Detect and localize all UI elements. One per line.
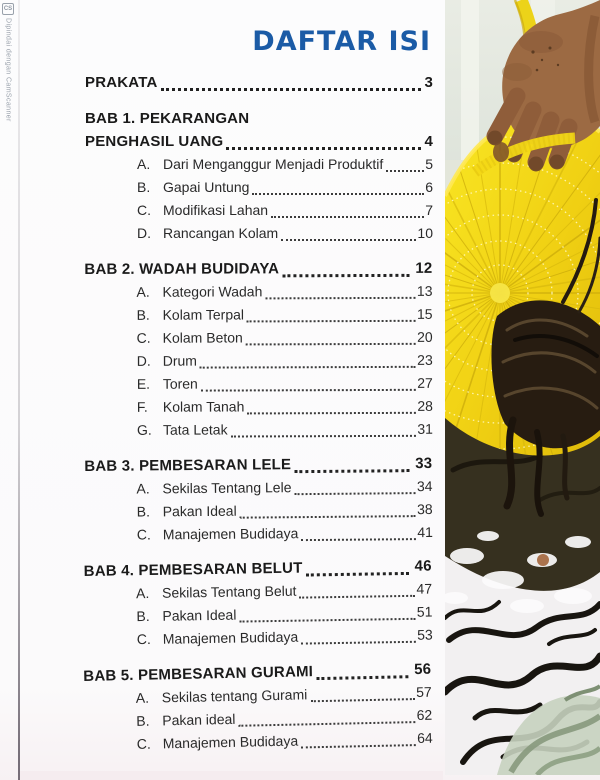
- table-of-contents: [85, 71, 433, 757]
- item-label: Toren: [162, 375, 198, 392]
- item-label: Rancangan Kolam: [163, 225, 279, 241]
- chapter-title: BAB 5. PEMBESARAN GURAMI: [83, 663, 314, 686]
- leader-dots: [246, 343, 416, 346]
- chapter-page-number: 4: [424, 133, 433, 150]
- toc-section: [85, 107, 433, 245]
- chapter-page-number: 46: [414, 557, 432, 575]
- camscanner-watermark: [2, 3, 14, 122]
- item-letter: B.: [136, 607, 150, 625]
- toc-chapter-row: [85, 107, 433, 130]
- item-label: Kategori Wadah: [162, 283, 263, 300]
- item-page-number: 5: [425, 156, 433, 172]
- item-letter: A.: [135, 689, 150, 706]
- toc-item-row: [85, 395, 433, 419]
- item-letter: C.: [136, 526, 151, 543]
- toc-item-row: [85, 624, 433, 652]
- toc-item-row: [85, 418, 433, 442]
- chapter-title: BAB 1. PEKARANGAN: [85, 110, 250, 127]
- item-letter: B.: [136, 712, 150, 729]
- toc-item-row: [85, 349, 433, 373]
- scan-bottom-tint: [20, 771, 443, 780]
- item-letter: A.: [135, 584, 150, 602]
- toc-chapter-row: [85, 71, 433, 94]
- toc-section: [84, 555, 433, 652]
- item-page-number: 57: [415, 683, 432, 701]
- item-page-number: 20: [417, 328, 433, 345]
- item-letter: E.: [136, 375, 151, 392]
- toc-item-row: [85, 498, 433, 524]
- leader-dots: [271, 216, 424, 218]
- item-page-number: 13: [416, 282, 433, 299]
- item-page-number: 38: [417, 500, 433, 518]
- item-letter: B.: [137, 179, 151, 195]
- item-label: Modifikasi Lahan: [163, 202, 269, 218]
- leader-dots: [247, 320, 416, 323]
- chapter-title: PENGHASIL UANG: [85, 133, 224, 150]
- item-page-number: 28: [417, 397, 433, 414]
- chapter-title: BAB 3. PEMBESARAN LELE: [84, 456, 292, 476]
- item-letter: D.: [136, 352, 151, 369]
- toc-section: [83, 658, 433, 757]
- toc-item-row: [85, 303, 433, 327]
- chapter-title: BAB 4. PEMBESARAN BELUT: [83, 559, 303, 581]
- toc-content: [85, 26, 433, 757]
- item-page-number: 31: [417, 420, 433, 437]
- floating-debris: [537, 554, 549, 566]
- leader-dots: [301, 744, 416, 748]
- item-label: Manajemen Budidaya: [162, 732, 299, 752]
- toc-section: [84, 452, 433, 547]
- item-page-number: 34: [416, 477, 433, 495]
- item-label: Kolam Terpal: [162, 306, 245, 323]
- chapter-page-number: 3: [424, 74, 433, 91]
- toc-section: [84, 257, 433, 442]
- item-letter: C.: [136, 735, 151, 752]
- item-label: Kolam Beton: [162, 329, 243, 346]
- item-label: Pakan Ideal: [162, 502, 237, 520]
- item-label: Sekilas Tentang Lele: [162, 479, 292, 497]
- leader-dots: [247, 412, 416, 415]
- item-label: Pakan Ideal: [162, 606, 237, 624]
- item-label: Tata Letak: [162, 421, 228, 438]
- item-label: Sekilas tentang Gurami: [161, 686, 308, 706]
- item-letter: C.: [136, 630, 151, 648]
- chapter-title: BAB 2. WADAH BUDIDAYA: [84, 260, 280, 279]
- toc-item-row: [85, 521, 433, 547]
- leader-dots: [240, 515, 416, 519]
- camscanner-logo-icon: CS: [2, 3, 14, 15]
- toc-item-row: [85, 372, 433, 396]
- leader-dots: [161, 88, 422, 91]
- leader-dots: [300, 595, 416, 599]
- item-page-number: 7: [425, 202, 433, 218]
- item-letter: A.: [136, 283, 150, 300]
- item-page-number: 53: [417, 626, 433, 643]
- toc-item-row: [85, 176, 433, 199]
- scan-edge-line: [18, 0, 20, 780]
- toc-item-row: [85, 326, 433, 350]
- chapter-page-number: 56: [413, 660, 432, 679]
- leader-dots: [294, 492, 415, 495]
- item-page-number: 47: [416, 580, 433, 597]
- item-page-number: 6: [425, 179, 433, 195]
- leader-dots: [252, 193, 424, 195]
- leader-dots: [301, 538, 416, 541]
- item-page-number: 62: [416, 706, 433, 724]
- leader-dots: [239, 618, 415, 623]
- item-page-number: 15: [416, 305, 433, 322]
- leader-dots: [281, 239, 416, 241]
- leader-dots: [231, 435, 417, 438]
- item-letter: B.: [136, 503, 150, 520]
- toc-item-row: [85, 153, 433, 176]
- leader-dots: [386, 170, 424, 172]
- photo-eel-basket: [445, 0, 600, 775]
- item-letter: B.: [136, 306, 150, 323]
- toc-item-row: [85, 199, 433, 222]
- leader-dots: [301, 641, 416, 645]
- item-page-number: 10: [417, 225, 433, 241]
- toc-section: [85, 71, 433, 94]
- leader-dots: [294, 469, 409, 473]
- pressed-fingertip: [493, 142, 509, 162]
- item-letter: F.: [136, 398, 148, 415]
- item-page-number: 23: [417, 351, 433, 368]
- camscanner-watermark-text: Dipindai dengan CamScanner: [4, 18, 12, 122]
- leader-dots: [226, 147, 421, 150]
- leader-dots: [306, 572, 409, 577]
- item-letter: D.: [137, 225, 151, 241]
- item-label: Pakan ideal: [162, 710, 236, 729]
- chapter-page-number: 12: [415, 259, 433, 277]
- item-label: Gapai Untung: [163, 179, 250, 195]
- toc-chapter-row: [84, 257, 432, 281]
- item-label: Manajemen Budidaya: [162, 628, 299, 647]
- item-letter: A.: [136, 480, 150, 497]
- item-label: Drum: [162, 352, 197, 369]
- leader-dots: [282, 274, 409, 277]
- item-page-number: 64: [416, 729, 433, 747]
- item-page-number: 41: [417, 523, 433, 541]
- item-label: Manajemen Budidaya: [162, 525, 299, 543]
- item-page-number: 27: [417, 374, 433, 391]
- toc-chapter-row: [85, 130, 433, 153]
- item-letter: A.: [137, 156, 151, 172]
- item-label: Dari Menganggur Menjadi Produktif: [163, 156, 384, 172]
- toc-item-row: [84, 475, 432, 501]
- leader-dots: [310, 698, 415, 702]
- page-title: DAFTAR ISI: [252, 26, 431, 57]
- toc-item-row: [84, 280, 432, 304]
- item-label: Sekilas Tentang Belut: [161, 582, 297, 601]
- chapter-page-number: 33: [415, 454, 433, 473]
- leader-dots: [201, 389, 416, 392]
- item-letter: C.: [137, 202, 151, 218]
- item-page-number: 51: [416, 603, 433, 620]
- leader-dots: [200, 366, 416, 369]
- leader-dots: [265, 297, 416, 300]
- item-label: Kolam Tanah: [162, 398, 245, 415]
- leader-dots: [316, 675, 408, 680]
- leader-dots: [239, 721, 416, 727]
- item-letter: G.: [136, 421, 152, 438]
- item-letter: C.: [136, 329, 151, 346]
- toc-item-row: [85, 222, 433, 245]
- toc-chapter-row: [84, 452, 432, 478]
- chapter-title: PRAKATA: [85, 74, 158, 91]
